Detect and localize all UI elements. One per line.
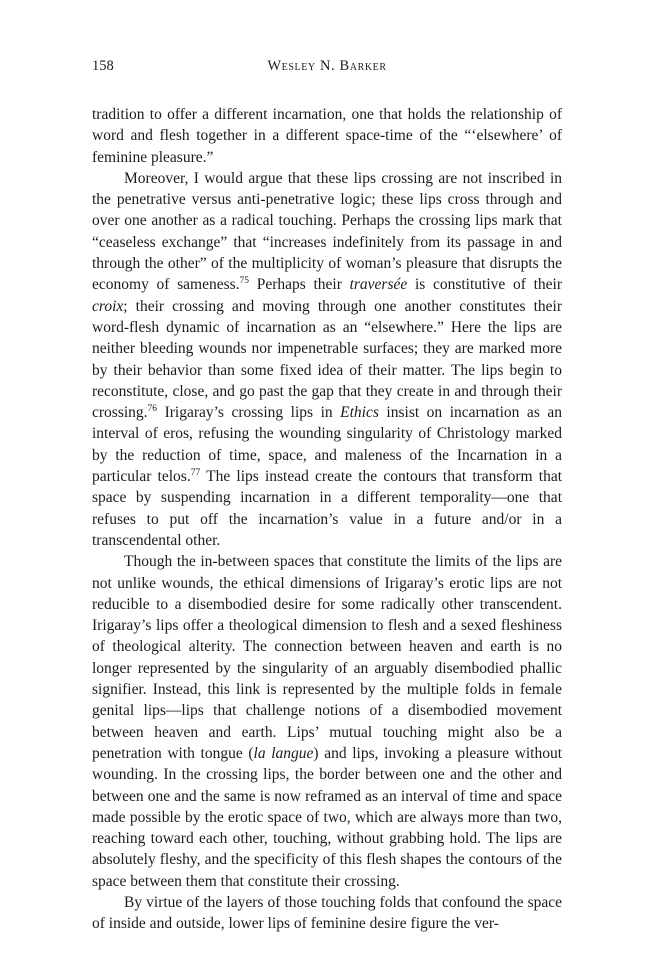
text-run: ) and lips, invoking a pleasure without wounding. In the crossing lips, the border between one and the other and between one and the same is now reframed as an interval of time and space made possible by the erotic space of two, which are always more than two, reaching toward each other, touching, without grabbing hold. The lips are absolutely fleshy, and the specificity of this flesh shapes the contours of the space between them that constitute their crossing.	[92, 744, 562, 890]
footnote-ref: 77	[190, 468, 201, 479]
text-run: Perhaps their	[249, 276, 350, 294]
paragraph	[92, 892, 562, 935]
text-run: Though the in-between spaces that constitute the limits of the lips are not unlike wounds, the ethical dimensions of Irigaray’s erotic lips are not reducible to a disembodied desire for some radically other transcendent. Irigaray’s lips offer a theological dimension to flesh and a sexed fleshiness of theological alterity. The connection between heaven and earth is no longer represented by the singularity of an arguably disembodied phallic signifier. Instead, this link is represented by the multiple folds in female genital lips—lips that challenge notions of a disembodied movement between heaven and earth. Lips’ mutual touching might also be a penetration with tongue (	[92, 553, 562, 762]
text-run: tradition to offer a different incarnation, one that holds the relationship of word and flesh together in a different space-time of the “‘elsewhere’ of feminine pleasure.”	[92, 106, 562, 166]
footnote-ref: 76	[147, 404, 158, 415]
italic-text: Ethics	[340, 404, 379, 422]
text-run: Moreover, I would argue that these lips crossing are not inscribed in the penetrative versus anti-penetrative logic; these lips cross through and over one another as a radical touching. Perhaps the crossing lips mark that “ceaseless exchange” that “increases indefinitely from its passage in and through the other” of the multiplicity of woman’s pleasure that disrupts the economy of sameness.	[92, 169, 562, 294]
text-run: is constitutive of their	[407, 276, 562, 294]
body-text	[92, 104, 562, 935]
italic-text: la langue	[253, 744, 314, 762]
italic-text: croix	[92, 297, 124, 315]
text-run: insist on incarnation as an interval of eros, refusing the wounding singularity of Christology marked by the reduction of time, space, and maleness of the Incarnation in a particular telos.	[92, 404, 562, 486]
footnote-ref: 75	[239, 276, 250, 287]
text-run: Irigaray’s crossing lips in	[157, 404, 341, 422]
running-head: Wesley N. Barker	[267, 58, 387, 74]
italic-text: traversée	[349, 276, 408, 294]
paragraph	[92, 551, 562, 892]
paragraph	[92, 104, 562, 168]
text-run: ; their crossing and moving through one another constitutes their word-flesh dynamic of incarnation as an “elsewhere.” Here the lips are neither bleeding wounds nor impenetrable surfaces; they are marked more by their behavior than some fixed idea of their matter. The lips begin to reconstitute, close, and go past the gap that they create in and through their crossing.	[92, 297, 562, 422]
page-header	[92, 58, 562, 80]
page-number: 158	[92, 58, 114, 74]
text-run: The lips instead create the contours that transform that space by suspending incarnation in a different temporality—one that refuses to put off the incarnation’s value in a future and/or in a transcendental other.	[92, 468, 562, 549]
text-run: By virtue of the layers of those touching folds that confound the space of inside and outside, lower lips of feminine desire figure the ver-	[92, 893, 562, 933]
paragraph	[92, 168, 562, 551]
